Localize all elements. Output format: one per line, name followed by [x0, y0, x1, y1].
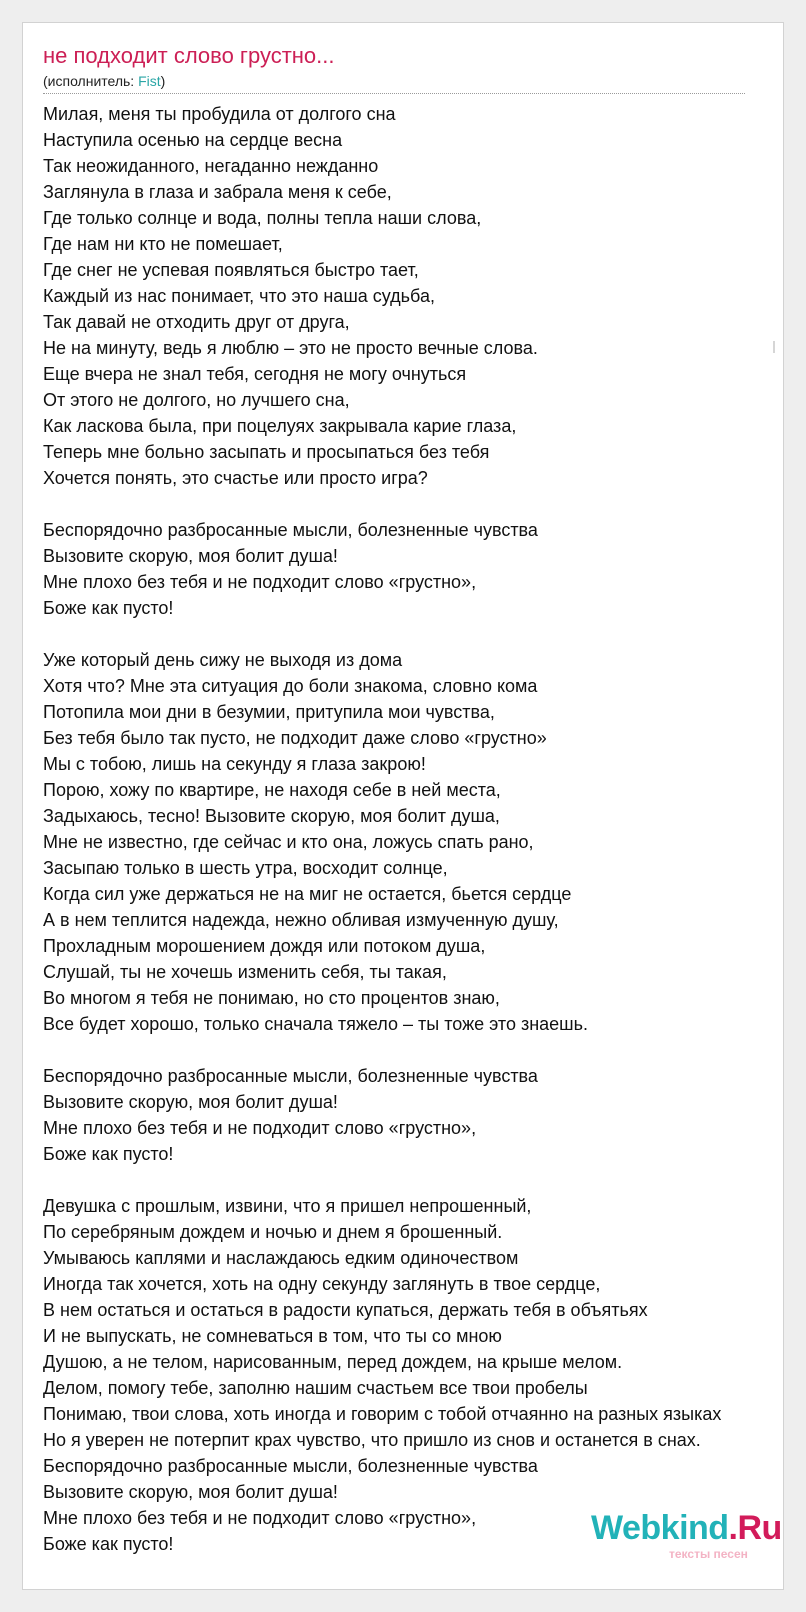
lyric-line: Умываюсь каплями и наслаждаюсь едким одиночеством — [43, 1248, 519, 1268]
artist-prefix: (исполнитель: — [43, 73, 139, 89]
lyric-line: В нем остаться и остаться в радости купаться, держать тебя в объятьях — [43, 1300, 648, 1320]
stanza-gap — [43, 491, 783, 517]
lyric-line: Во многом я тебя не понимаю, но сто процентов знаю, — [43, 988, 500, 1008]
logo-tagline: тексты песен — [669, 1547, 748, 1561]
lyric-line: Где нам ни кто не помешает, — [43, 234, 283, 254]
lyric-line: А в нем теплится надежда, нежно обливая измученную душу, — [43, 910, 559, 930]
lyric-line: Боже как пусто! — [43, 598, 174, 618]
artist-line — [43, 73, 165, 89]
lyric-line: Мы с тобою, лишь на секунду я глаза закрою! — [43, 754, 426, 774]
lyric-line: Беспорядочно разбросанные мысли, болезненные чувства — [43, 1456, 538, 1476]
lyrics-card — [22, 22, 784, 1590]
page-title: не подходит слово грустно... — [43, 43, 335, 68]
lyric-line: По серебряным дождем и ночью и днем я брошенный. — [43, 1222, 503, 1242]
lyric-line: И не выпускать, не сомневаться в том, что ты со мною — [43, 1326, 502, 1346]
title-divider — [43, 93, 745, 94]
lyric-line: Наступила осенью на сердце весна — [43, 130, 343, 150]
lyric-line: Когда сил уже держаться не на миг не остается, бьется сердце — [43, 884, 572, 904]
lyric-line: Хочется понять, это счастье или просто игра? — [43, 468, 428, 488]
lyric-line: Боже как пусто! — [43, 1534, 174, 1554]
logo-wordmark — [591, 1509, 782, 1548]
lyric-line: Не на минуту, ведь я люблю – это не просто вечные слова. — [43, 338, 538, 358]
lyric-line: Теперь мне больно засыпать и просыпаться без тебя — [43, 442, 490, 462]
lyric-line: Как ласкова была, при поцелуях закрывала карие глаза, — [43, 416, 517, 436]
lyric-line: Засыпаю только в шесть утра, восходит солнце, — [43, 858, 448, 878]
lyric-line: Мне плохо без тебя и не подходит слово «грустно», — [43, 1118, 477, 1138]
lyric-line: Где только солнце и вода, полны тепла наши слова, — [43, 208, 482, 228]
lyric-line: Беспорядочно разбросанные мысли, болезненные чувства — [43, 1066, 538, 1086]
stanza-gap — [43, 1167, 783, 1193]
lyric-line: Девушка с прошлым, извини, что я пришел непрошенный, — [43, 1196, 532, 1216]
lyric-line: Порою, хожу по квартире, не находя себе в ней места, — [43, 780, 501, 800]
lyric-line: Понимаю, твои слова, хоть иногда и говорим с тобой отчаянно на разных языках — [43, 1404, 722, 1424]
lyric-line: Вызовите скорую, моя болит душа! — [43, 1482, 338, 1502]
lyric-line: Каждый из нас понимает, что это наша судьба, — [43, 286, 435, 306]
lyric-line: Потопила мои дни в безумии, притупила мои чувства, — [43, 702, 495, 722]
artist-suffix: ) — [160, 73, 166, 89]
lyric-line: Прохладным морошением дождя или потоком душа, — [43, 936, 486, 956]
stanza-gap — [43, 1037, 783, 1063]
lyric-line: Вызовите скорую, моя болит душа! — [43, 1092, 338, 1112]
logo-main-text: Webkind — [591, 1509, 729, 1547]
lyric-line: Уже который день сижу не выходя из дома — [43, 650, 403, 670]
lyrics-text — [43, 101, 783, 1557]
lyric-line: Так неожиданного, негаданно нежданно — [43, 156, 379, 176]
lyric-line: Мне не известно, где сейчас и кто она, ложусь спать рано, — [43, 832, 534, 852]
lyric-line: Душою, а не телом, нарисованным, перед дождем, на крыше мелом. — [43, 1352, 623, 1372]
lyric-line: Милая, меня ты пробудила от долгого сна — [43, 104, 396, 124]
lyric-line: Мне плохо без тебя и не подходит слово «грустно», — [43, 572, 477, 592]
logo-ru-text: .Ru — [728, 1509, 782, 1547]
lyric-line: Все будет хорошо, только сначала тяжело – ты тоже это знаешь. — [43, 1014, 589, 1034]
lyric-line: Вызовите скорую, моя болит душа! — [43, 546, 338, 566]
lyric-line: Где снег не успевая появляться быстро тает, — [43, 260, 419, 280]
lyric-line: Заглянула в глаза и забрала меня к себе, — [43, 182, 392, 202]
lyric-line: От этого не долгого, но лучшего сна, — [43, 390, 350, 410]
lyric-line: Так давай не отходить друг от друга, — [43, 312, 350, 332]
lyric-line: Еще вчера не знал тебя, сегодня не могу очнуться — [43, 364, 467, 384]
lyric-line: Хотя что? Мне эта ситуация до боли знакома, словно кома — [43, 676, 538, 696]
lyric-line: Слушай, ты не хочешь изменить себя, ты такая, — [43, 962, 447, 982]
lyric-line: Иногда так хочется, хоть на одну секунду заглянуть в твое сердце, — [43, 1274, 601, 1294]
lyric-line: Делом, помогу тебе, заполню нашим счастьем все твои пробелы — [43, 1378, 588, 1398]
lyric-line: Без тебя было так пусто, не подходит даже слово «грустно» — [43, 728, 547, 748]
lyric-line: Беспорядочно разбросанные мысли, болезненные чувства — [43, 520, 538, 540]
lyric-line: Боже как пусто! — [43, 1144, 174, 1164]
stanza-gap — [43, 621, 783, 647]
site-logo[interactable] — [589, 1509, 782, 1571]
lyric-line: Но я уверен не потерпит крах чувство, что пришло из снов и останется в снах. — [43, 1430, 701, 1450]
lyric-line: Мне плохо без тебя и не подходит слово «грустно», — [43, 1508, 477, 1528]
lyric-line: Задыхаюсь, тесно! Вызовите скорую, моя болит душа, — [43, 806, 500, 826]
artist-link[interactable]: Fist — [138, 73, 161, 89]
